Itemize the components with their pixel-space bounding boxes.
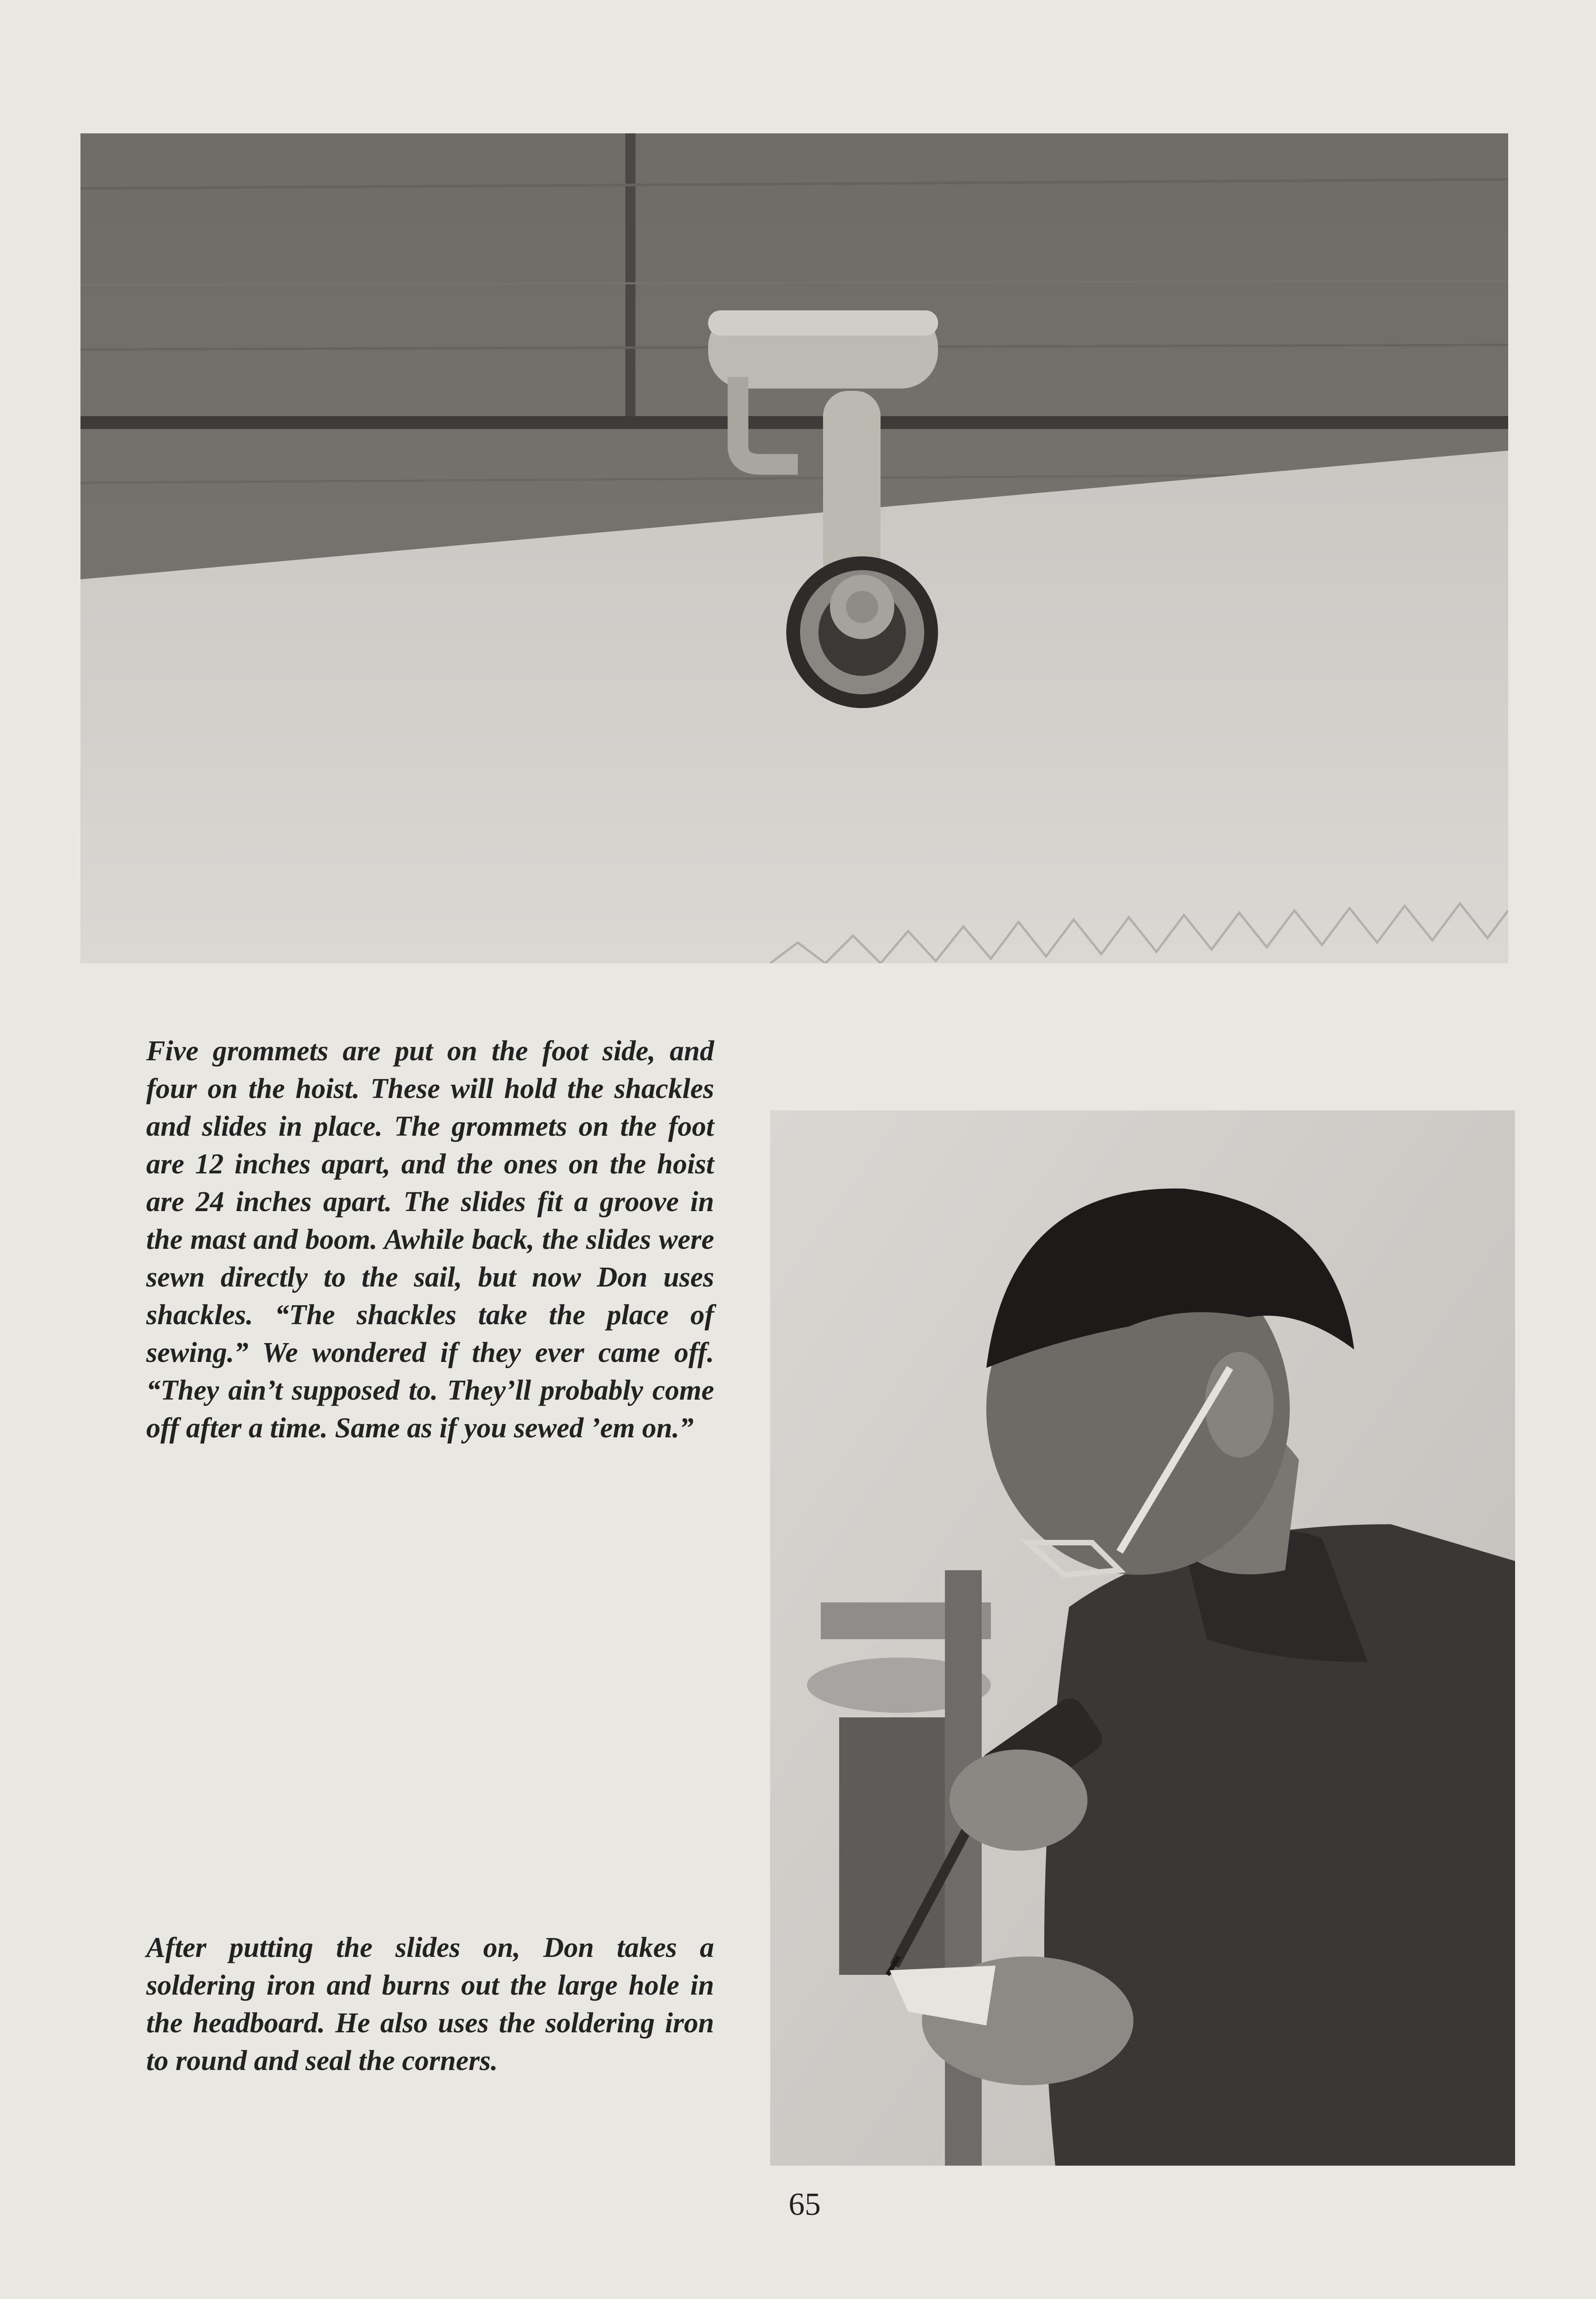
photo-grommet-shackle-image (80, 133, 1508, 963)
caption-soldering: After putting the slides on, Don takes a soldering iron and burns out the large hole in the headboard. He also uses the soldering iron to round and seal the corners. (146, 1932, 714, 2076)
page-number: 65 (789, 2187, 821, 2222)
photo-soldering-image (770, 1110, 1515, 2166)
caption-grommets: Five grommets are put on the foot side, and four on the hoist. These will hold the shackles and slides in place. The grommets on the foot are 12 inches apart, and the ones on the hoist are 24 inches apart. The slides fit a groove in the mast and boom. Awhile back, the slides were sewn directly to the sail, but now Don uses shackles. “The shackles take the place of sewing.” We wondered if they ever came off. “They ain’t supposed to. They’ll probably come off after a time. Same as if you sewed ’em on.” (146, 1035, 714, 1444)
photo-grommet-shackle (80, 133, 1508, 963)
photo-soldering (770, 1110, 1515, 2166)
